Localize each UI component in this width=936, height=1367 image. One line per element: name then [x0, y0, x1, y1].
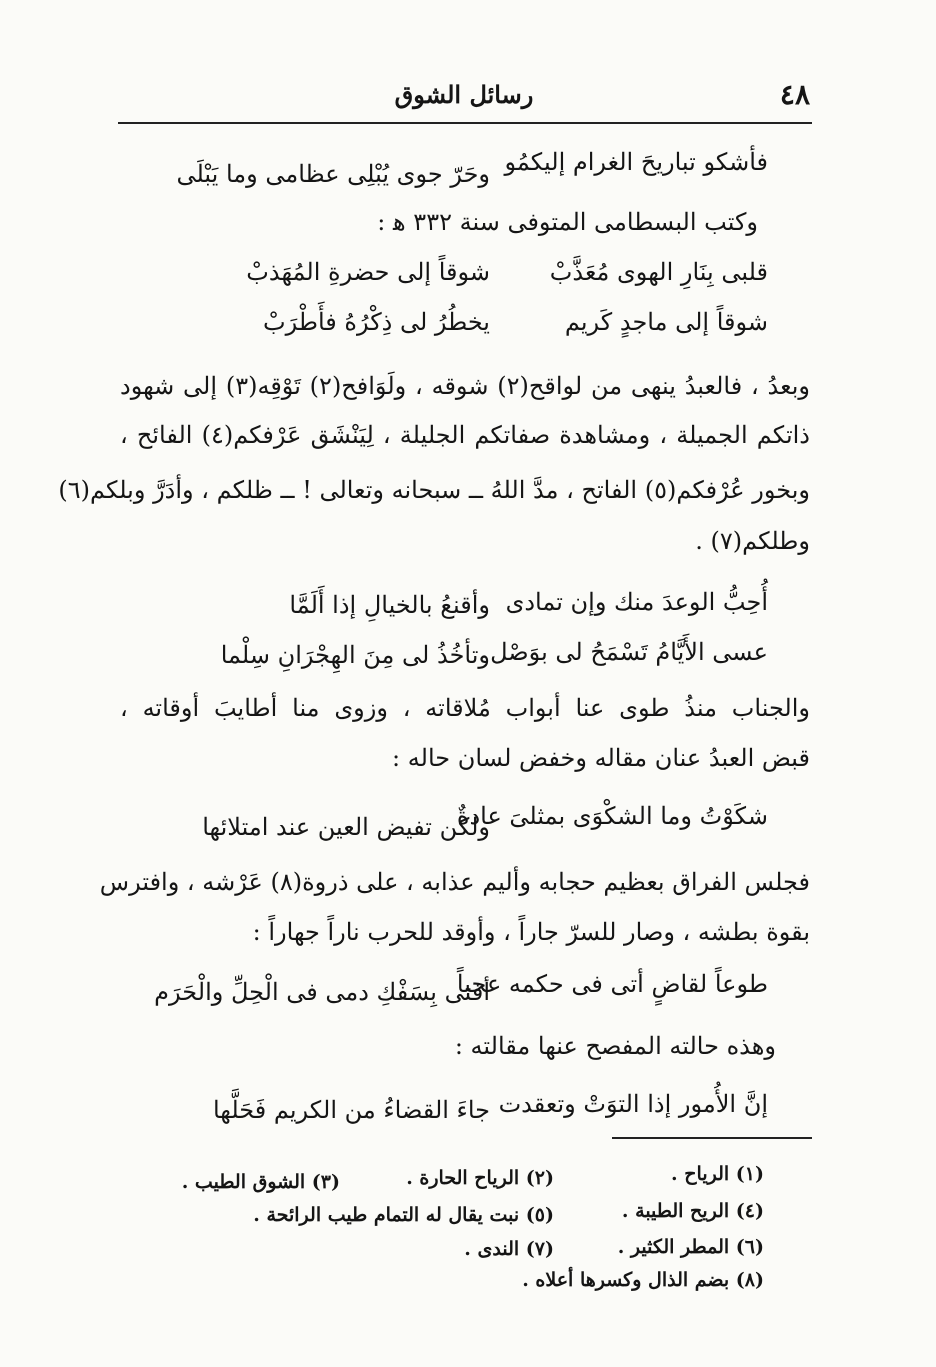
page-header	[118, 78, 810, 118]
verse-8-second-hemistich: جاءَ القضاءُ من الكريم فَحَلَّها	[212, 1096, 490, 1124]
paragraph-2-line-1: والجناب منذُ طوى عنا أبواب مُلاقاته ، وزوى منا أطايبَ أوقاته ،	[120, 694, 810, 722]
verse-5-second-hemistich: وتأخُذُ لى مِنَ الهِجْرَانِ سِلْما	[220, 641, 490, 669]
footnote-5: (٥) نبت يقال له التمام طيب الرائحة .	[253, 1204, 554, 1226]
verse-5-first-hemistich: عسى الأَيَّامُ تَسْمَحُ لى بوَصْل	[490, 638, 768, 666]
verse-6-first-hemistich: شكَوْتُ وما الشكْوَى بمثلىَ عادةٌ	[456, 802, 768, 830]
intro-line-1: وكتب البسطامى المتوفى سنة ٣٣٢ ﻫ :	[377, 208, 758, 236]
header-rule	[118, 122, 812, 124]
paragraph-3-line-1: فجلس الفراق بعظيم حجابه وأليم عذابه ، على ذروة(٨) عَرْشه ، وافترس	[99, 868, 810, 896]
verse-4-second-hemistich: وأقنعُ بالخيالِ إذا أَلَمَّا	[289, 591, 490, 619]
page-number: ٤٨	[779, 78, 810, 111]
paragraph-1-line-1: وبعدُ ، فالعبدُ ينهى من لواقح(٢) شوقه ، ولَوَافح(٢) تَوْقِه(٣) إلى شهود	[120, 372, 811, 400]
running-title: رسائل الشوق	[394, 80, 534, 109]
paragraph-1-line-4: وطلكم(٧) .	[695, 527, 810, 555]
verse-1-first-hemistich: فأشكو تباريحَ الغرام إليكمُو	[504, 148, 768, 176]
footnote-rule	[612, 1137, 812, 1139]
footnote-1: (١) الرياح .	[671, 1163, 764, 1185]
verse-3-first-hemistich: شوقاً إلى ماجدٍ كَريم	[564, 308, 768, 336]
paragraph-1-line-3: وبخور عُرْفكم(٥) الفاتح ، مدَّ اللهُ ــ سبحانه وتعالى ! ــ ظلكم ، وأدَرَّ وبلكم(٦)	[58, 476, 810, 504]
footnote-8: (٨) بضم الذال وكسرها أعلاه .	[522, 1269, 764, 1291]
footnote-4: (٤) الريح الطيبة .	[621, 1200, 764, 1222]
verse-7-second-hemistich: أفتى بِسَفْكِ دمى فى الْحِلِّ والْحَرَم	[154, 978, 490, 1006]
verse-1-second-hemistich: وحَرّ جوى يُبْلِى عظامى وما يَبْلَى	[176, 160, 490, 188]
intro-line-2: وهذه حالته المفصح عنها مقالته :	[454, 1032, 776, 1060]
verse-2-first-hemistich: قلبى بِنَارِ الهوى مُعَذَّبْ	[549, 258, 768, 286]
footnote-7: (٧) الندى .	[464, 1238, 554, 1260]
paragraph-2-line-2: قبض العبدُ عنان مقاله وخفض لسان حاله :	[392, 744, 810, 772]
paragraph-1-line-2: ذاتكم الجميلة ، ومشاهدة صفاتكم الجليلة ، لِيَنْشَق عَرْفكم(٤) الفائح ،	[120, 421, 810, 449]
paragraph-3-line-2: بقوة بطشه ، وصار للسرّ جاراً ، وأوقد للحرب ناراً جهاراً :	[252, 918, 810, 946]
verse-4-first-hemistich: أُحِبُّ الوعدَ منك وإن تمادى	[505, 588, 768, 616]
footnote-3: (٣) الشوق الطيب .	[181, 1171, 340, 1193]
verse-8-first-hemistich: إنَّ الأُمور إذا التوَتْ وتعقدت	[498, 1090, 768, 1118]
footnote-6: (٦) المطر الكثير .	[617, 1236, 764, 1258]
verse-6-second-hemistich: ولكن تفيض العين عند امتلائها	[202, 813, 490, 841]
footnote-2: (٢) الرياح الحارة .	[406, 1167, 554, 1189]
verse-7-first-hemistich: طوعاً لقاضٍ أتى فى حكمه عجباً	[456, 970, 768, 998]
verse-2-second-hemistich: شوقاً إلى حضرةِ المُهَذبْ	[246, 258, 490, 286]
verse-3-second-hemistich: يخطُرُ لى ذِكْرُهُ فأَطْرَبْ	[263, 308, 490, 336]
